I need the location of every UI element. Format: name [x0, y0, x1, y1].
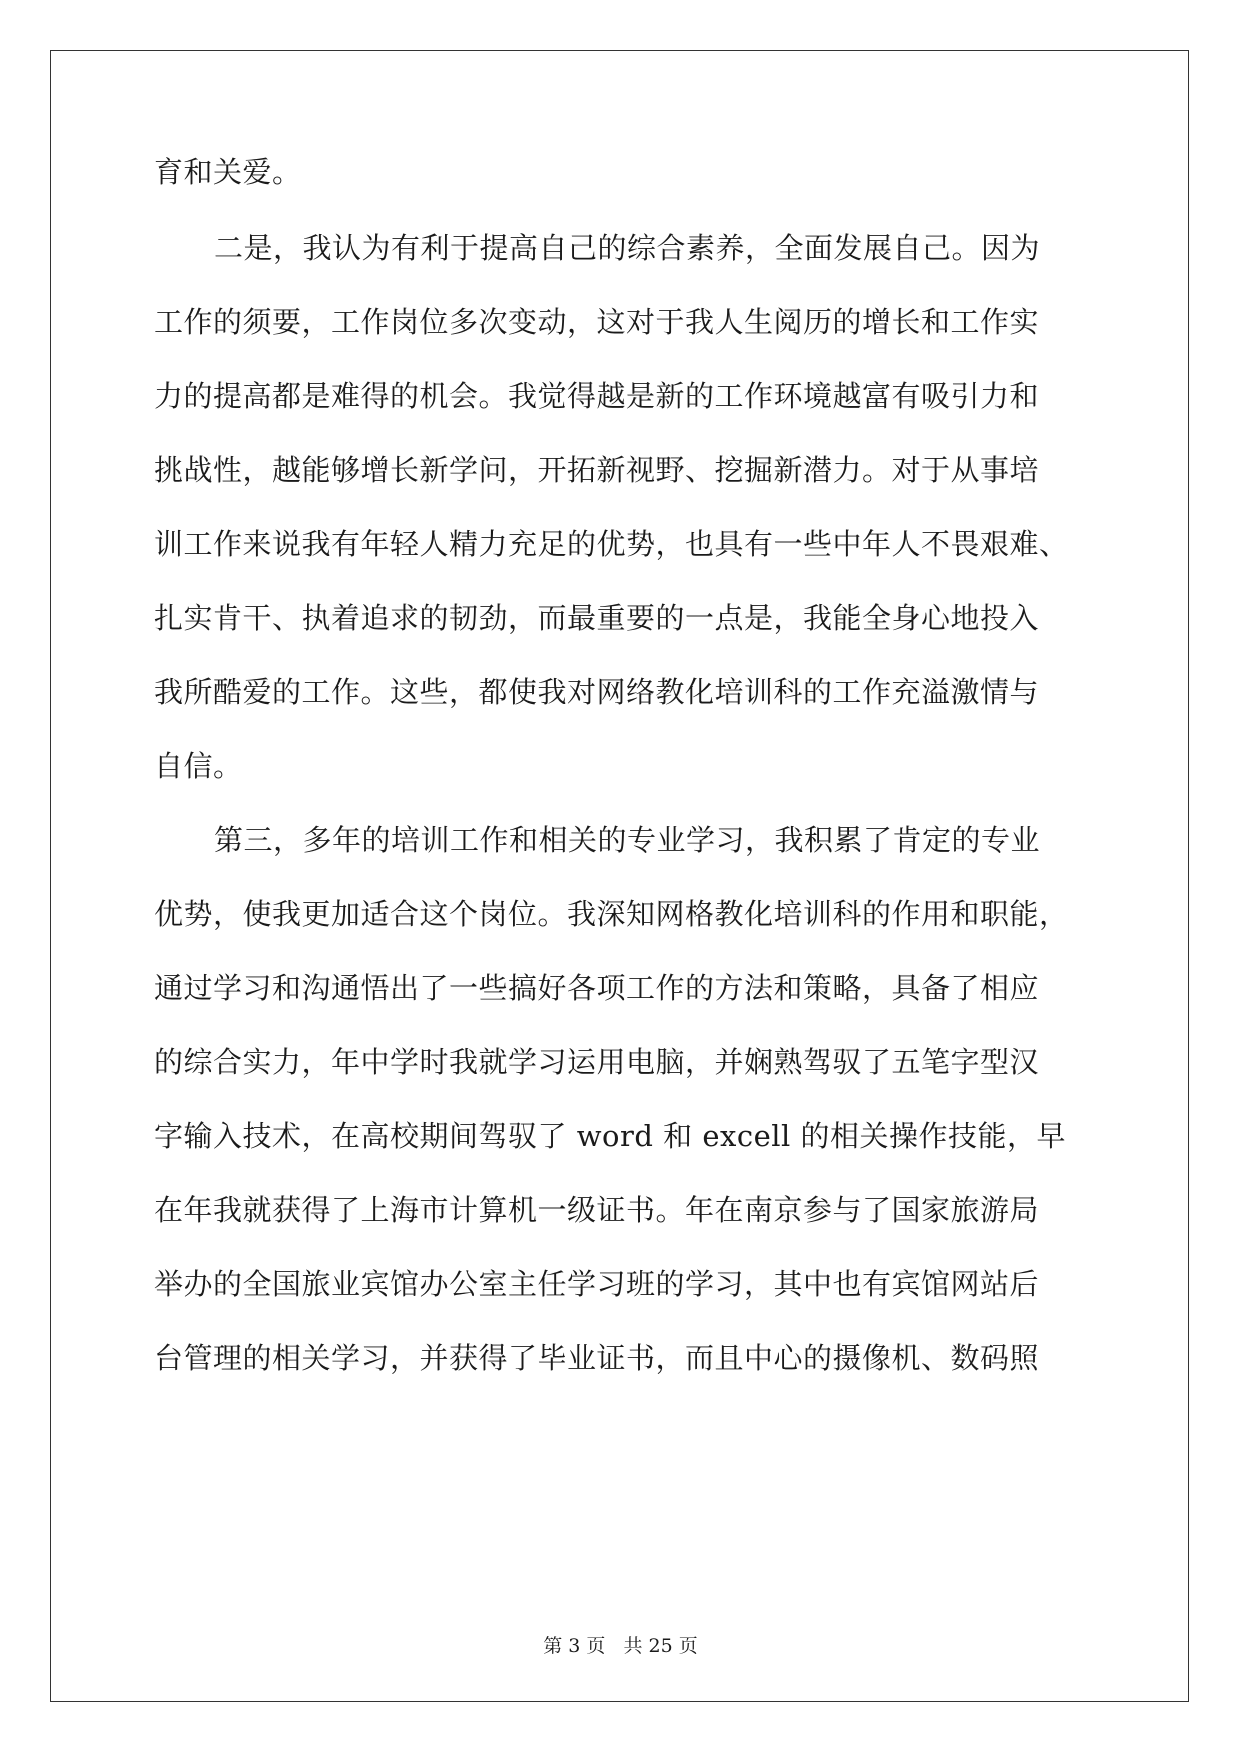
text-line: 字输入技术，在高校期间驾驭了 word 和 excell 的相关操作技能，早	[154, 1119, 1067, 1153]
text-line: 通过学习和沟通悟出了一些搞好各项工作的方法和策略，具备了相应	[154, 971, 1040, 1005]
paragraph-start-line: 二是，我认为有利于提高自己的综合素养，全面发展自己。因为	[214, 231, 1041, 265]
text-line: 我所酷爱的工作。这些，都使我对网络教化培训科的工作充溢激情与	[154, 675, 1040, 709]
text-line: 训工作来说我有年轻人精力充足的优势，也具有一些中年人不畏艰难、	[154, 527, 1069, 561]
page-total: 共 25 页	[623, 1635, 698, 1657]
text-line: 在年我就获得了上海市计算机一级证书。年在南京参与了国家旅游局	[154, 1193, 1040, 1227]
page-number: 第 3 页	[543, 1635, 606, 1657]
page-border	[50, 50, 1189, 1702]
text-line: 力的提高都是难得的机会。我觉得越是新的工作环境越富有吸引力和	[154, 379, 1040, 413]
text-line: 育和关爱。	[154, 155, 302, 189]
text-line: 挑战性，越能够增长新学问，开拓新视野、挖掘新潜力。对于从事培	[154, 453, 1040, 487]
text-line: 优势，使我更加适合这个岗位。我深知网格教化培训科的作用和职能，	[154, 897, 1069, 931]
text-line: 的综合实力，年中学时我就学习运用电脑，并娴熟驾驭了五笔字型汉	[154, 1045, 1040, 1079]
text-line: 扎实肯干、执着追求的韧劲，而最重要的一点是，我能全身心地投入	[154, 601, 1040, 635]
text-line: 举办的全国旅业宾馆办公室主任学习班的学习，其中也有宾馆网站后	[154, 1267, 1040, 1301]
page-footer	[0, 1634, 1241, 1658]
paragraph-start-line: 第三，多年的培训工作和相关的专业学习，我积累了肯定的专业	[214, 823, 1041, 857]
text-line: 台管理的相关学习，并获得了毕业证书，而且中心的摄像机、数码照	[154, 1341, 1040, 1375]
text-line: 工作的须要，工作岗位多次变动，这对于我人生阅历的增长和工作实	[154, 305, 1040, 339]
text-line: 自信。	[154, 749, 243, 783]
